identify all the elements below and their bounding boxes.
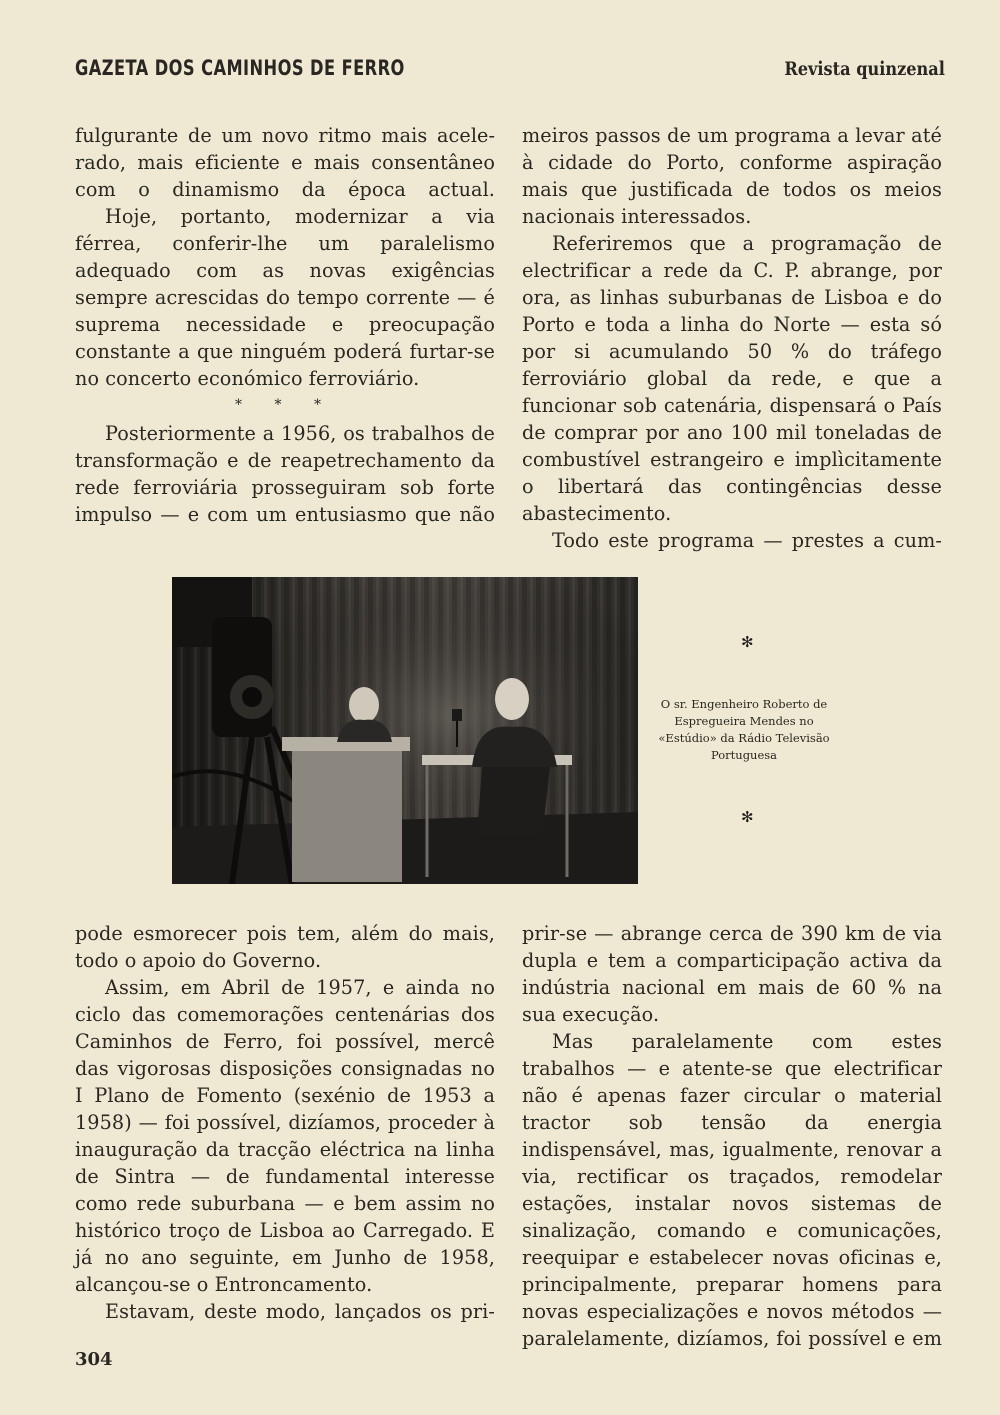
ornament-mark-top: ✻ [741, 633, 754, 651]
ornament-mark-bottom: ✻ [741, 808, 754, 826]
studio-photo-image [172, 577, 638, 884]
column-top-right [522, 122, 942, 554]
paragraph: Posteriormente a 1956, os trabalhos de transformação e de reapetrechamento da rede ferroviária prosseguiram sob forte impulso — e com um entusiasmo que não [75, 422, 495, 526]
paragraph: Estavam, deste modo, lançados os pri- [105, 1300, 495, 1323]
paragraph: Assim, em Abril de 1957, e ainda no ciclo das comemorações centenárias dos Caminhos de Ferro, foi possível, mercê das vigorosas disposições consignadas no I Plano de Fomento (sexénio de 1953 a 1958) — foi possível, dizíamos, proceder à inauguração da tracção eléctrica na linha de Sintra — de fundamental interesse como rede suburbana — e bem assim no histórico troço de Lisboa ao Carregado. E já no ano seguinte, em Junho de 1958, alcançou-se o Entroncamento. [75, 976, 495, 1296]
paragraph: Mas paralelamente com estes trabalhos — e atente-se que electrificar não é apenas fazer circular o material tractor sob tensão da energia indispensável, mas, igualmente, renovar a via, rectificar os traçados, remodelar estações, instalar novos sistemas de sinalização, comando e comunicações, reequipar e estabelecer novas oficinas e, principalmente, preparar homens para novas especializações e novos métodos — paralelamente, dizíamos, foi possível e em [522, 1030, 942, 1350]
running-header [75, 56, 945, 88]
page-number: 304 [75, 1349, 113, 1370]
column-bottom-left [75, 920, 495, 1325]
column-top-left [75, 122, 495, 528]
section-divider: * * * [235, 397, 335, 413]
paragraph: pode esmorecer pois tem, além do mais, todo o apoio do Governo. [75, 922, 495, 972]
paragraph: Todo este programa — prestes a cum- [552, 529, 942, 552]
paragraph: Referiremos que a programação de electrificar a rede da C. P. abrange, por ora, as linhas suburbanas de Lisboa e do Porto e toda a linha do Norte — esta só por si acumulando 50 % do tráfego ferroviário global da rede, e que a funcionar sob catenária, dispensará o País de comprar por ano 100 mil toneladas de combustível estrangeiro e implìcitamente o libertará das contingências desse abastecimento. [522, 232, 942, 525]
studio-photograph [172, 577, 638, 884]
paragraph: Hoje, portanto, modernizar a via férrea, conferir-lhe um paralelismo adequado com as novas exigências sempre acrescidas do tempo corrente — é suprema necessidade e preocupação constante a que ninguém poderá furtar-se no concerto económico ferroviário. [75, 205, 495, 390]
paragraph: prir-se — abrange cerca de 390 km de via dupla e tem a comparticipação activa da indústria nacional em mais de 60 % na sua execução. [522, 922, 942, 1026]
column-bottom-right [522, 920, 942, 1352]
journal-title: GAZETA DOS CAMINHOS DE FERRO [75, 56, 405, 80]
paragraph: meiros passos de um programa a levar até à cidade do Porto, conforme aspiração mais que justificada de todos os meios nacionais interessados. [522, 124, 942, 228]
paragraph: fulgurante de um novo ritmo mais acelerado, mais eficiente e mais consentâneo com o dinamismo da época actual. [75, 124, 495, 201]
photo-caption: O sr. Engenheiro Roberto de Espregueira Mendes no «Estúdio» da Rádio Televisão Portuguesa [658, 697, 830, 762]
journal-subtitle: Revista quinzenal [784, 58, 945, 80]
